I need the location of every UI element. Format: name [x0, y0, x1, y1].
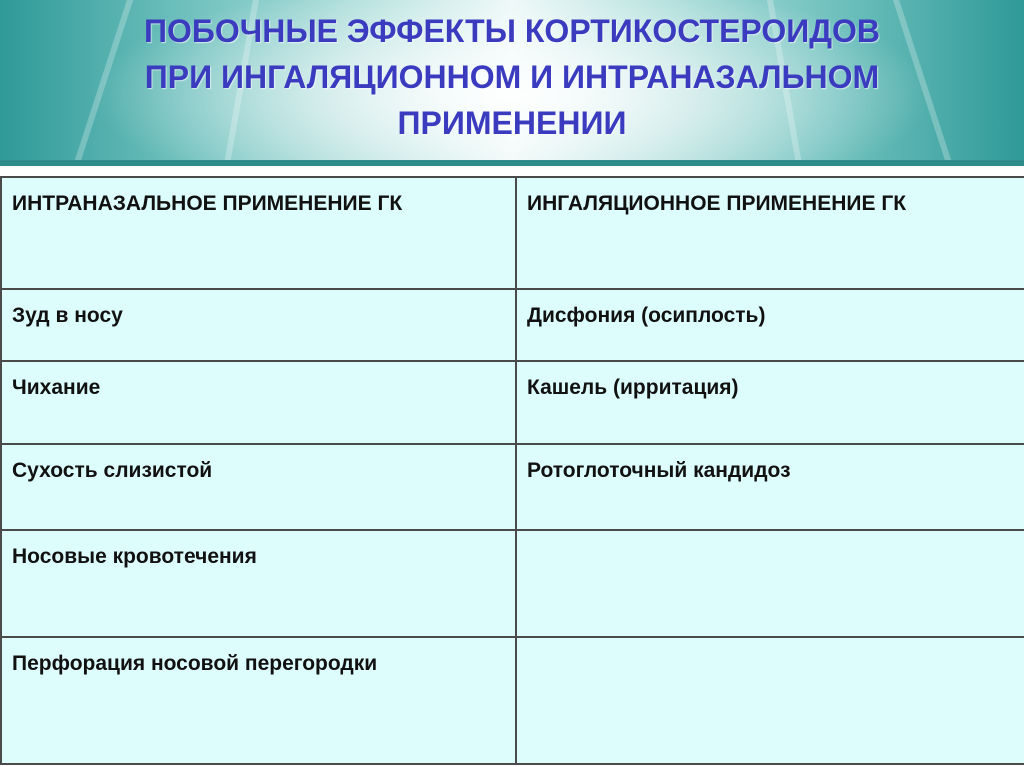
- table-cell-inhaled-empty: [516, 530, 1024, 637]
- side-effects-table-container: [0, 176, 1024, 767]
- table-row: [1, 637, 1024, 764]
- header-intranasal: ИНТРАНАЗАЛЬНОЕ ПРИМЕНЕНИЕ ГК: [1, 177, 516, 289]
- table-cell-intranasal: Чихание: [1, 361, 516, 444]
- title-line-2: ПРИ ИНГАЛЯЦИОННОМ И ИНТРАНАЗАЛЬНОМ: [144, 59, 880, 95]
- table-row: [1, 289, 1024, 361]
- table-cell-intranasal: Перфорация носовой перегородки: [1, 637, 516, 764]
- table-cell-intranasal: Сухость слизистой: [1, 444, 516, 531]
- spacer: [0, 166, 1024, 176]
- side-effects-table: [0, 176, 1024, 765]
- table-cell-inhaled-empty: [516, 637, 1024, 764]
- title-line-3: ПРИМЕНЕНИИ: [397, 105, 627, 141]
- table-cell-inhaled: Кашель (ирритация): [516, 361, 1024, 444]
- title-banner: [0, 0, 1024, 160]
- table-cell-inhaled: Дисфония (осиплость): [516, 289, 1024, 361]
- page-title: [0, 8, 1024, 146]
- header-inhaled: ИНГАЛЯЦИОННОЕ ПРИМЕНЕНИЕ ГК: [516, 177, 1024, 289]
- table-cell-intranasal: Зуд в носу: [1, 289, 516, 361]
- table-row: [1, 530, 1024, 637]
- table-cell-intranasal: Носовые кровотечения: [1, 530, 516, 637]
- table-cell-inhaled: Ротоглоточный кандидоз: [516, 444, 1024, 531]
- title-line-1: ПОБОЧНЫЕ ЭФФЕКТЫ КОРТИКОСТЕРОИДОВ: [143, 13, 881, 49]
- table-row: [1, 444, 1024, 531]
- table-row: [1, 361, 1024, 444]
- table-header-row: [1, 177, 1024, 289]
